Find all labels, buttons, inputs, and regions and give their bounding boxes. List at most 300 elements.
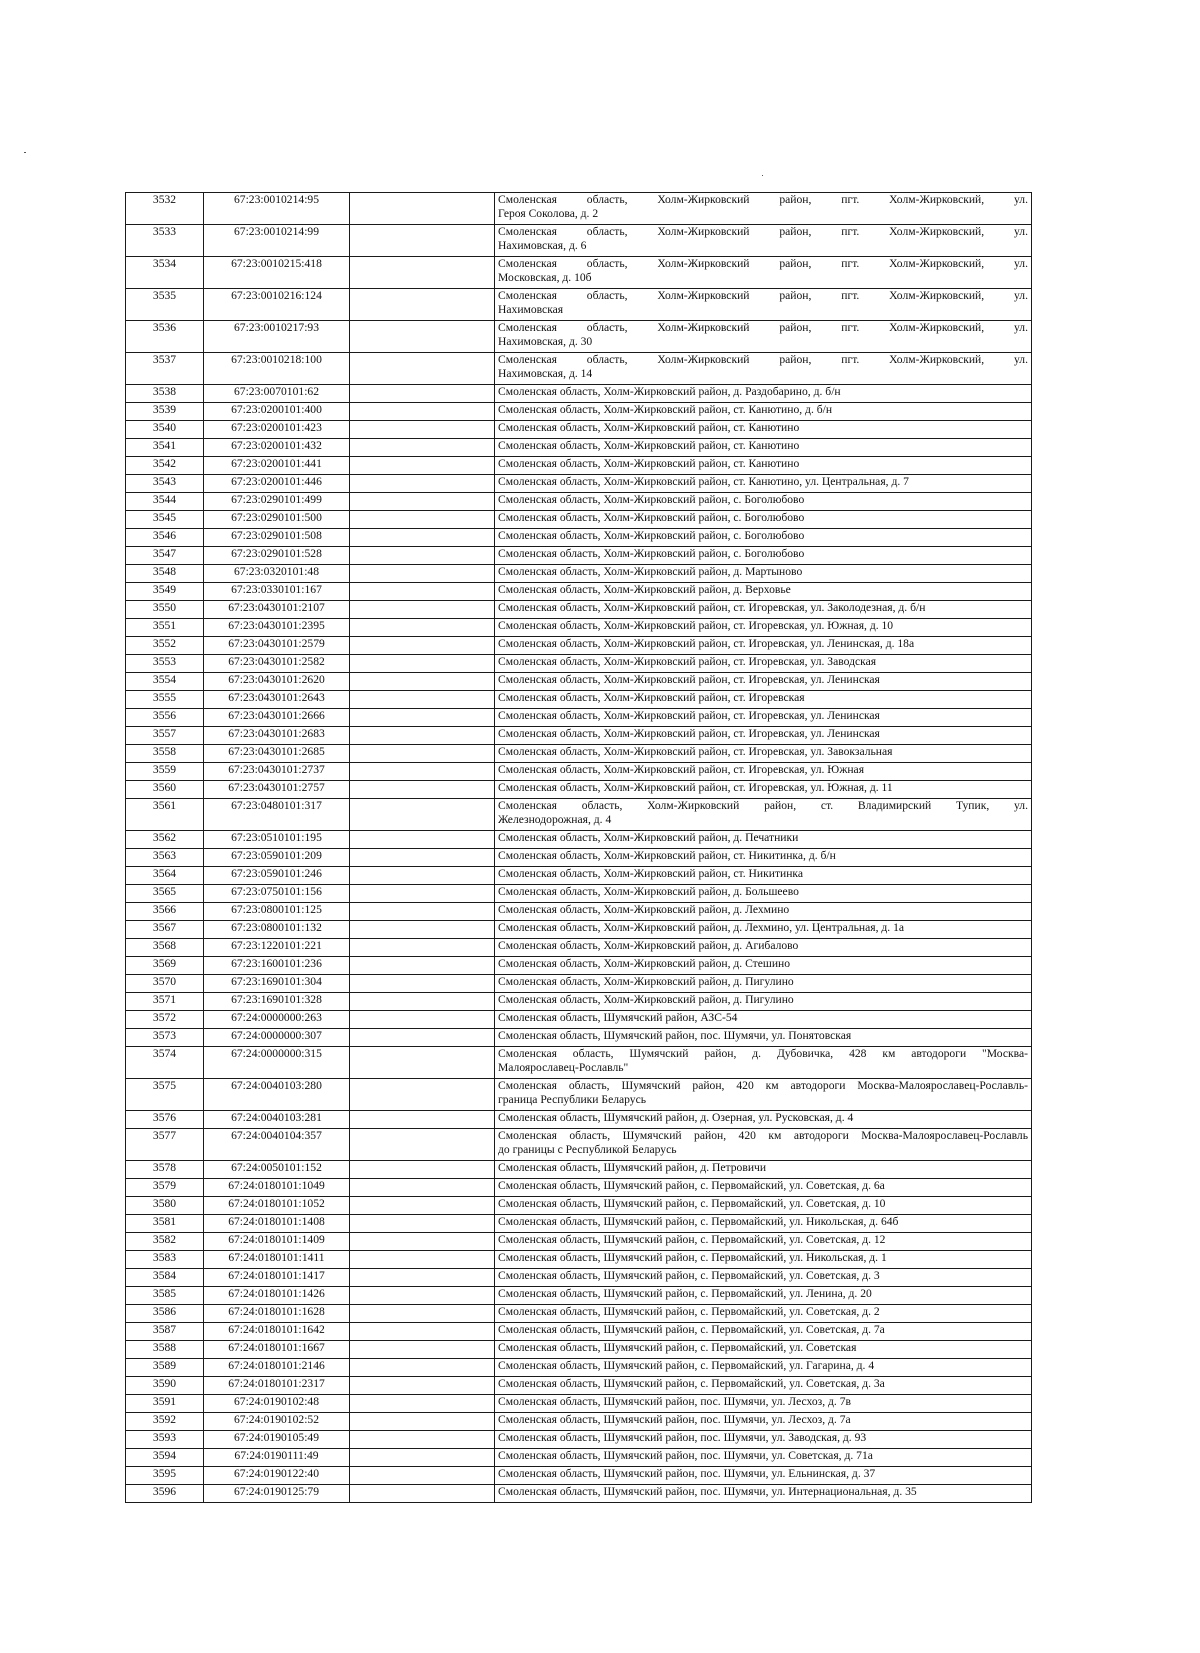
empty-cell <box>350 1467 495 1485</box>
table-row <box>126 831 1032 849</box>
cadastral-number: 67:23:1220101:221 <box>204 939 350 957</box>
table-row <box>126 745 1032 763</box>
cadastral-number: 67:23:0430101:2107 <box>204 601 350 619</box>
empty-cell <box>350 565 495 583</box>
empty-cell <box>350 1029 495 1047</box>
empty-cell <box>350 1111 495 1129</box>
table-row <box>126 1341 1032 1359</box>
scan-speck <box>24 152 26 153</box>
cadastral-number: 67:23:0430101:2620 <box>204 673 350 691</box>
empty-cell <box>350 225 495 257</box>
row-number: 3594 <box>126 1449 204 1467</box>
empty-cell <box>350 1233 495 1251</box>
table-row <box>126 403 1032 421</box>
land-plot-table <box>125 192 1032 1503</box>
row-number: 3553 <box>126 655 204 673</box>
address-line-1: Смоленская область, Холм-Жирковский район, пгт. Холм-Жирковский, ул. <box>498 353 1028 366</box>
table-row <box>126 547 1032 565</box>
empty-cell <box>350 903 495 921</box>
address-cell: Смоленская область, Холм-Жирковский район, д. Лехмино <box>495 903 1032 921</box>
empty-cell <box>350 957 495 975</box>
table-row <box>126 727 1032 745</box>
cadastral-number: 67:24:0180101:1049 <box>204 1179 350 1197</box>
address-cell: Смоленская область, Холм-Жирковский район, ст. Игоревская, ул. Заколодезная, д. б/н <box>495 601 1032 619</box>
address-cell: Смоленская область, Шумячский район, с. Первомайский, ул. Ленина, д. 20 <box>495 1287 1032 1305</box>
cadastral-number: 67:23:0290101:528 <box>204 547 350 565</box>
table-row <box>126 975 1032 993</box>
table-row <box>126 709 1032 727</box>
table-row <box>126 1129 1032 1161</box>
table-row <box>126 903 1032 921</box>
row-number: 3572 <box>126 1011 204 1029</box>
cadastral-number: 67:24:0190122:40 <box>204 1467 350 1485</box>
empty-cell <box>350 1197 495 1215</box>
row-number: 3590 <box>126 1377 204 1395</box>
row-number: 3540 <box>126 421 204 439</box>
address-cell <box>495 1079 1032 1111</box>
row-number: 3560 <box>126 781 204 799</box>
empty-cell <box>350 511 495 529</box>
empty-cell <box>350 691 495 709</box>
address-cell: Смоленская область, Шумячский район, пос. Шумячи, ул. Лесхоз, д. 7в <box>495 1395 1032 1413</box>
empty-cell <box>350 1485 495 1503</box>
empty-cell <box>350 637 495 655</box>
table-row <box>126 421 1032 439</box>
address-cell: Смоленская область, Холм-Жирковский район, с. Боголюбово <box>495 529 1032 547</box>
address-cell: Смоленская область, Шумячский район, с. Первомайский, ул. Советская, д. 3а <box>495 1377 1032 1395</box>
address-cell: Смоленская область, Шумячский район, с. Первомайский, ул. Советская, д. 6а <box>495 1179 1032 1197</box>
table-row <box>126 993 1032 1011</box>
table-row <box>126 1287 1032 1305</box>
table-row <box>126 1233 1032 1251</box>
empty-cell <box>350 353 495 385</box>
table-row <box>126 583 1032 601</box>
row-number: 3550 <box>126 601 204 619</box>
row-number: 3584 <box>126 1269 204 1287</box>
address-cell: Смоленская область, Шумячский район, с. Первомайский, ул. Советская <box>495 1341 1032 1359</box>
table-row <box>126 1305 1032 1323</box>
address-cell <box>495 321 1032 353</box>
table-row <box>126 385 1032 403</box>
address-line-2: Нахимовская, д. 30 <box>498 335 593 348</box>
cadastral-number: 67:23:0430101:2582 <box>204 655 350 673</box>
cadastral-number: 67:23:0010215:418 <box>204 257 350 289</box>
empty-cell <box>350 1359 495 1377</box>
row-number: 3561 <box>126 799 204 831</box>
row-number: 3539 <box>126 403 204 421</box>
address-line-2: Нахимовская, д. 14 <box>498 367 593 380</box>
address-cell: Смоленская область, Холм-Жирковский район, ст. Никитинка, д. б/н <box>495 849 1032 867</box>
cadastral-number: 67:23:0430101:2757 <box>204 781 350 799</box>
cadastral-number: 67:23:0430101:2579 <box>204 637 350 655</box>
empty-cell <box>350 475 495 493</box>
cadastral-number: 67:23:0430101:2395 <box>204 619 350 637</box>
cadastral-number: 67:24:0000000:315 <box>204 1047 350 1079</box>
cadastral-number: 67:24:0180101:1426 <box>204 1287 350 1305</box>
cadastral-number: 67:23:0010218:100 <box>204 353 350 385</box>
empty-cell <box>350 1341 495 1359</box>
table-row <box>126 193 1032 225</box>
row-number: 3569 <box>126 957 204 975</box>
table-row <box>126 1467 1032 1485</box>
table-row <box>126 321 1032 353</box>
table-row <box>126 565 1032 583</box>
table-row <box>126 1215 1032 1233</box>
address-cell: Смоленская область, Холм-Жирковский район, ст. Никитинка <box>495 867 1032 885</box>
row-number: 3576 <box>126 1111 204 1129</box>
row-number: 3574 <box>126 1047 204 1079</box>
table-row <box>126 439 1032 457</box>
row-number: 3565 <box>126 885 204 903</box>
address-cell: Смоленская область, Шумячский район, д. Озерная, ул. Русковская, д. 4 <box>495 1111 1032 1129</box>
cadastral-number: 67:23:0510101:195 <box>204 831 350 849</box>
address-cell: Смоленская область, Холм-Жирковский район, ст. Канютино <box>495 421 1032 439</box>
empty-cell <box>350 1431 495 1449</box>
empty-cell <box>350 1413 495 1431</box>
table-row <box>126 849 1032 867</box>
address-cell: Смоленская область, Холм-Жирковский район, ст. Игоревская, ул. Ленинская, д. 18а <box>495 637 1032 655</box>
table-row <box>126 673 1032 691</box>
table-row <box>126 1011 1032 1029</box>
row-number: 3583 <box>126 1251 204 1269</box>
table-row <box>126 799 1032 831</box>
address-cell: Смоленская область, Холм-Жирковский район, ст. Игоревская, ул. Южная <box>495 763 1032 781</box>
row-number: 3570 <box>126 975 204 993</box>
table-row <box>126 1395 1032 1413</box>
row-number: 3551 <box>126 619 204 637</box>
empty-cell <box>350 1377 495 1395</box>
address-cell: Смоленская область, Шумячский район, пос. Шумячи, ул. Понятовская <box>495 1029 1032 1047</box>
row-number: 3562 <box>126 831 204 849</box>
row-number: 3567 <box>126 921 204 939</box>
empty-cell <box>350 831 495 849</box>
cadastral-number: 67:23:0200101:446 <box>204 475 350 493</box>
table-row <box>126 225 1032 257</box>
row-number: 3566 <box>126 903 204 921</box>
address-line-1: Смоленская область, Холм-Жирковский район, пгт. Холм-Жирковский, ул. <box>498 321 1028 334</box>
address-cell: Смоленская область, Холм-Жирковский район, ст. Игоревская, ул. Завокзальная <box>495 745 1032 763</box>
address-line-1: Смоленская область, Холм-Жирковский район, пгт. Холм-Жирковский, ул. <box>498 193 1028 206</box>
empty-cell <box>350 993 495 1011</box>
cadastral-number: 67:23:0200101:432 <box>204 439 350 457</box>
cadastral-number: 67:23:0200101:441 <box>204 457 350 475</box>
row-number: 3557 <box>126 727 204 745</box>
row-number: 3571 <box>126 993 204 1011</box>
cadastral-number: 67:24:0000000:307 <box>204 1029 350 1047</box>
address-cell: Смоленская область, Шумячский район, пос. Шумячи, ул. Ельнинская, д. 37 <box>495 1467 1032 1485</box>
cadastral-number: 67:23:0430101:2666 <box>204 709 350 727</box>
row-number: 3536 <box>126 321 204 353</box>
row-number: 3580 <box>126 1197 204 1215</box>
empty-cell <box>350 673 495 691</box>
table-row <box>126 1179 1032 1197</box>
address-line-2: граница Республики Беларусь <box>498 1093 647 1106</box>
address-cell: Смоленская область, Холм-Жирковский район, ст. Канютино, д. б/н <box>495 403 1032 421</box>
cadastral-number: 67:24:0180101:1409 <box>204 1233 350 1251</box>
row-number: 3575 <box>126 1079 204 1111</box>
cadastral-number: 67:23:1690101:304 <box>204 975 350 993</box>
table-row <box>126 1323 1032 1341</box>
row-number: 3586 <box>126 1305 204 1323</box>
table-row <box>126 691 1032 709</box>
address-cell: Смоленская область, Шумячский район, пос. Шумячи, ул. Заводская, д. 93 <box>495 1431 1032 1449</box>
table-row <box>126 1377 1032 1395</box>
row-number: 3563 <box>126 849 204 867</box>
address-cell: Смоленская область, Холм-Жирковский район, д. Агибалово <box>495 939 1032 957</box>
address-cell: Смоленская область, Холм-Жирковский район, д. Стешино <box>495 957 1032 975</box>
row-number: 3582 <box>126 1233 204 1251</box>
cadastral-number: 67:24:0180101:1642 <box>204 1323 350 1341</box>
cadastral-number: 67:23:0010214:95 <box>204 193 350 225</box>
empty-cell <box>350 975 495 993</box>
table-row <box>126 529 1032 547</box>
empty-cell <box>350 1179 495 1197</box>
address-line-1: Смоленская область, Холм-Жирковский район, ст. Владимирский Тупик, ул. <box>498 799 1028 812</box>
cadastral-number: 67:24:0040103:280 <box>204 1079 350 1111</box>
address-cell: Смоленская область, Холм-Жирковский район, ст. Игоревская, ул. Ленинская <box>495 727 1032 745</box>
cadastral-number: 67:24:0190102:52 <box>204 1413 350 1431</box>
row-number: 3585 <box>126 1287 204 1305</box>
table-row <box>126 1413 1032 1431</box>
scan-speck <box>762 175 763 176</box>
table-row <box>126 1079 1032 1111</box>
cadastral-number: 67:23:0200101:423 <box>204 421 350 439</box>
address-cell <box>495 1129 1032 1161</box>
cadastral-number: 67:23:0200101:400 <box>204 403 350 421</box>
address-cell: Смоленская область, Холм-Жирковский район, ст. Канютино <box>495 457 1032 475</box>
row-number: 3542 <box>126 457 204 475</box>
table-row <box>126 475 1032 493</box>
table-row <box>126 1449 1032 1467</box>
empty-cell <box>350 583 495 601</box>
address-line-2: до границы с Республикой Беларусь <box>498 1143 677 1156</box>
address-cell: Смоленская область, Холм-Жирковский район, ст. Игоревская, ул. Ленинская <box>495 709 1032 727</box>
row-number: 3537 <box>126 353 204 385</box>
cadastral-number: 67:23:1600101:236 <box>204 957 350 975</box>
empty-cell <box>350 1079 495 1111</box>
row-number: 3555 <box>126 691 204 709</box>
empty-cell <box>350 619 495 637</box>
empty-cell <box>350 601 495 619</box>
table-row <box>126 619 1032 637</box>
empty-cell <box>350 885 495 903</box>
row-number: 3546 <box>126 529 204 547</box>
address-cell: Смоленская область, Шумячский район, с. Первомайский, ул. Советская, д. 3 <box>495 1269 1032 1287</box>
address-cell: Смоленская область, Шумячский район, пос. Шумячи, ул. Интернациональная, д. 35 <box>495 1485 1032 1503</box>
address-cell: Смоленская область, Холм-Жирковский район, ст. Игоревская, ул. Южная, д. 10 <box>495 619 1032 637</box>
address-cell: Смоленская область, Шумячский район, АЗС-54 <box>495 1011 1032 1029</box>
empty-cell <box>350 547 495 565</box>
row-number: 3532 <box>126 193 204 225</box>
address-cell: Смоленская область, Холм-Жирковский район, ст. Канютино, ул. Центральная, д. 7 <box>495 475 1032 493</box>
address-cell <box>495 353 1032 385</box>
row-number: 3545 <box>126 511 204 529</box>
table-row <box>126 1161 1032 1179</box>
cadastral-number: 67:24:0180101:1411 <box>204 1251 350 1269</box>
address-line-2: Железнодорожная, д. 4 <box>498 813 612 826</box>
address-line-2: Малоярославец-Рославль" <box>498 1061 629 1074</box>
address-cell <box>495 257 1032 289</box>
address-line-1: Смоленская область, Шумячский район, д. Дубовичка, 428 км автодороги "Москва- <box>498 1047 1028 1060</box>
row-number: 3538 <box>126 385 204 403</box>
address-cell: Смоленская область, Холм-Жирковский район, ст. Игоревская <box>495 691 1032 709</box>
table-row <box>126 637 1032 655</box>
row-number: 3559 <box>126 763 204 781</box>
cadastral-number: 67:24:0180101:2317 <box>204 1377 350 1395</box>
address-line-1: Смоленская область, Холм-Жирковский район, пгт. Холм-Жирковский, ул. <box>498 289 1028 302</box>
address-cell: Смоленская область, Холм-Жирковский район, д. Мартыново <box>495 565 1032 583</box>
empty-cell <box>350 1161 495 1179</box>
row-number: 3579 <box>126 1179 204 1197</box>
table-row <box>126 1269 1032 1287</box>
row-number: 3564 <box>126 867 204 885</box>
address-cell <box>495 193 1032 225</box>
row-number: 3533 <box>126 225 204 257</box>
table-row <box>126 257 1032 289</box>
address-cell: Смоленская область, Шумячский район, с. Первомайский, ул. Никольская, д. 1 <box>495 1251 1032 1269</box>
row-number: 3556 <box>126 709 204 727</box>
cadastral-number: 67:23:0430101:2685 <box>204 745 350 763</box>
table-row <box>126 867 1032 885</box>
cadastral-number: 67:23:0290101:500 <box>204 511 350 529</box>
empty-cell <box>350 385 495 403</box>
table-row <box>126 939 1032 957</box>
row-number: 3581 <box>126 1215 204 1233</box>
cadastral-number: 67:23:0010216:124 <box>204 289 350 321</box>
address-cell: Смоленская область, Холм-Жирковский район, ст. Игоревская, ул. Ленинская <box>495 673 1032 691</box>
row-number: 3595 <box>126 1467 204 1485</box>
cadastral-number: 67:23:0590101:246 <box>204 867 350 885</box>
cadastral-number: 67:24:0040104:357 <box>204 1129 350 1161</box>
row-number: 3577 <box>126 1129 204 1161</box>
cadastral-number: 67:24:0040103:281 <box>204 1111 350 1129</box>
table-row <box>126 1111 1032 1129</box>
address-cell: Смоленская область, Холм-Жирковский район, д. Пигулино <box>495 993 1032 1011</box>
address-cell: Смоленская область, Шумячский район, с. Первомайский, ул. Гагарина, д. 4 <box>495 1359 1032 1377</box>
cadastral-number: 67:23:0070101:62 <box>204 385 350 403</box>
empty-cell <box>350 193 495 225</box>
address-cell: Смоленская область, Холм-Жирковский район, д. Печатники <box>495 831 1032 849</box>
table-row <box>126 1251 1032 1269</box>
row-number: 3588 <box>126 1341 204 1359</box>
address-cell: Смоленская область, Шумячский район, с. Первомайский, ул. Советская, д. 10 <box>495 1197 1032 1215</box>
cadastral-number: 67:24:0180101:2146 <box>204 1359 350 1377</box>
empty-cell <box>350 421 495 439</box>
row-number: 3593 <box>126 1431 204 1449</box>
empty-cell <box>350 439 495 457</box>
empty-cell <box>350 403 495 421</box>
address-cell: Смоленская область, Холм-Жирковский район, с. Боголюбово <box>495 547 1032 565</box>
table-row <box>126 1029 1032 1047</box>
table-row <box>126 1047 1032 1079</box>
table-row <box>126 655 1032 673</box>
address-cell: Смоленская область, Холм-Жирковский район, д. Раздобарино, д. б/н <box>495 385 1032 403</box>
address-line-2: Героя Соколова, д. 2 <box>498 207 599 220</box>
table-row <box>126 957 1032 975</box>
row-number: 3592 <box>126 1413 204 1431</box>
address-cell: Смоленская область, Холм-Жирковский район, ст. Игоревская, ул. Заводская <box>495 655 1032 673</box>
cadastral-number: 67:24:0180101:1052 <box>204 1197 350 1215</box>
cadastral-number: 67:23:0010214:99 <box>204 225 350 257</box>
cadastral-number: 67:23:0800101:125 <box>204 903 350 921</box>
address-cell: Смоленская область, Шумячский район, с. Первомайский, ул. Советская, д. 7а <box>495 1323 1032 1341</box>
address-cell <box>495 289 1032 321</box>
empty-cell <box>350 921 495 939</box>
empty-cell <box>350 1047 495 1079</box>
address-line-1: Смоленская область, Холм-Жирковский район, пгт. Холм-Жирковский, ул. <box>498 257 1028 270</box>
empty-cell <box>350 1269 495 1287</box>
cadastral-number: 67:23:0290101:508 <box>204 529 350 547</box>
cadastral-number: 67:24:0180101:1667 <box>204 1341 350 1359</box>
cadastral-number: 67:23:0320101:48 <box>204 565 350 583</box>
table-body <box>126 193 1032 1503</box>
cadastral-number: 67:24:0190105:49 <box>204 1431 350 1449</box>
cadastral-number: 67:24:0050101:152 <box>204 1161 350 1179</box>
empty-cell <box>350 849 495 867</box>
empty-cell <box>350 709 495 727</box>
cadastral-number: 67:23:0430101:2737 <box>204 763 350 781</box>
row-number: 3534 <box>126 257 204 289</box>
empty-cell <box>350 529 495 547</box>
cadastral-number: 67:24:0180101:1628 <box>204 1305 350 1323</box>
address-cell: Смоленская область, Шумячский район, пос. Шумячи, ул. Советская, д. 71а <box>495 1449 1032 1467</box>
address-line-2: Московская, д. 10б <box>498 271 592 284</box>
address-cell: Смоленская область, Холм-Жирковский район, ст. Канютино <box>495 439 1032 457</box>
address-cell: Смоленская область, Холм-Жирковский район, д. Лехмино, ул. Центральная, д. 1а <box>495 921 1032 939</box>
table-row <box>126 289 1032 321</box>
address-cell: Смоленская область, Шумячский район, д. Петровичи <box>495 1161 1032 1179</box>
empty-cell <box>350 257 495 289</box>
address-line-2: Нахимовская, д. 6 <box>498 239 587 252</box>
table-row <box>126 353 1032 385</box>
table-row <box>126 1359 1032 1377</box>
cadastral-number: 67:24:0190111:49 <box>204 1449 350 1467</box>
row-number: 3535 <box>126 289 204 321</box>
row-number: 3554 <box>126 673 204 691</box>
address-line-1: Смоленская область, Холм-Жирковский район, пгт. Холм-Жирковский, ул. <box>498 225 1028 238</box>
cadastral-number: 67:23:0800101:132 <box>204 921 350 939</box>
cadastral-number: 67:23:0290101:499 <box>204 493 350 511</box>
cadastral-number: 67:24:0190125:79 <box>204 1485 350 1503</box>
address-cell: Смоленская область, Шумячский район, с. Первомайский, ул. Никольская, д. 64б <box>495 1215 1032 1233</box>
empty-cell <box>350 799 495 831</box>
address-cell: Смоленская область, Холм-Жирковский район, д. Верховье <box>495 583 1032 601</box>
table-row <box>126 1431 1032 1449</box>
cadastral-number: 67:23:1690101:328 <box>204 993 350 1011</box>
row-number: 3549 <box>126 583 204 601</box>
empty-cell <box>350 457 495 475</box>
row-number: 3591 <box>126 1395 204 1413</box>
row-number: 3552 <box>126 637 204 655</box>
empty-cell <box>350 1395 495 1413</box>
empty-cell <box>350 321 495 353</box>
address-cell <box>495 1047 1032 1079</box>
row-number: 3587 <box>126 1323 204 1341</box>
row-number: 3589 <box>126 1359 204 1377</box>
row-number: 3596 <box>126 1485 204 1503</box>
empty-cell <box>350 939 495 957</box>
table-row <box>126 1197 1032 1215</box>
cadastral-number: 67:24:0180101:1417 <box>204 1269 350 1287</box>
address-cell: Смоленская область, Шумячский район, с. Первомайский, ул. Советская, д. 2 <box>495 1305 1032 1323</box>
table-row <box>126 781 1032 799</box>
address-cell: Смоленская область, Холм-Жирковский район, д. Большеево <box>495 885 1032 903</box>
address-cell <box>495 799 1032 831</box>
address-cell: Смоленская область, Холм-Жирковский район, ст. Игоревская, ул. Южная, д. 11 <box>495 781 1032 799</box>
cadastral-number: 67:23:0010217:93 <box>204 321 350 353</box>
empty-cell <box>350 1215 495 1233</box>
address-line-1: Смоленская область, Шумячский район, 420 км автодороги Москва-Малоярославец-Рославль- <box>498 1079 1028 1092</box>
